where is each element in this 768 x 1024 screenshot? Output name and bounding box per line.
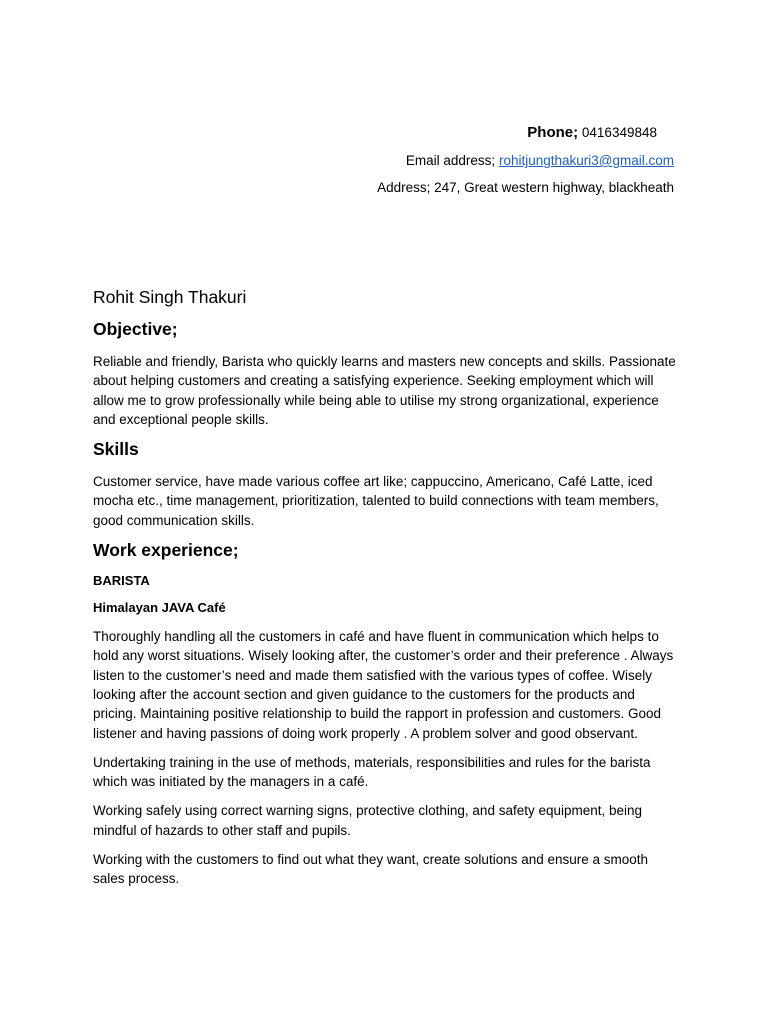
work-experience-heading: Work experience; (93, 540, 239, 561)
phone-value: 0416349848 (581, 125, 657, 140)
email-label: Email address; (405, 153, 496, 168)
work-paragraph: Thoroughly handling all the customers in café and have fluent in communication which helps to hold any worst situations. Wisely looking after, the customer’s order and their preference . Always listen to the customer’s need and made them satisfied with the various types of coffee. Wisely looking after the account section and given guidance to the customers for the products and pricing. Maintaining positive relationship to build the rapport in profession and customers. Good listener and having passions of doing work properly . A problem solver and good observant. (93, 629, 674, 741)
job-role: BARISTA (93, 573, 150, 589)
job-company: Himalayan JAVA Café (93, 600, 226, 616)
email-link[interactable]: rohitjungthakuri3@gmail.com (498, 153, 674, 168)
skills-text: Customer service, have made various coffee art like; cappuccino, Americano, Café Latte, iced mocha etc., time management, prioritization, talented to build connections with team members, good communication skills. (93, 474, 659, 528)
phone-label: Phone; (527, 124, 579, 141)
phone-line (377, 124, 674, 141)
resume-body (93, 287, 677, 899)
work-paragraph: Undertaking training in the use of methods, materials, responsibilities and rules for the barista which was initiated by the managers in a café. (93, 754, 651, 790)
candidate-name: Rohit Singh Thakuri (93, 287, 247, 307)
address-line: Address; 247, Great western highway, blackheath (377, 180, 674, 195)
work-paragraph: Working safely using correct warning signs, protective clothing, and safety equipment, being mindful of hazards to other staff and pupils. (93, 803, 643, 838)
contact-block (377, 124, 674, 195)
work-paragraph: Working with the customers to find out what they want, create solutions and ensure a smooth sales process. (93, 852, 649, 887)
email-line (377, 153, 674, 168)
objective-text: Reliable and friendly, Barista who quickly learns and masters new concepts and skills. Passionate about helping customers and creating a satisfying experience. Seeking employment which will allow me to grow professionally while being able to utilise my strong organizational, experience and exceptional people skills. (93, 354, 676, 427)
skills-heading: Skills (93, 439, 139, 460)
objective-heading: Objective; (93, 319, 178, 339)
